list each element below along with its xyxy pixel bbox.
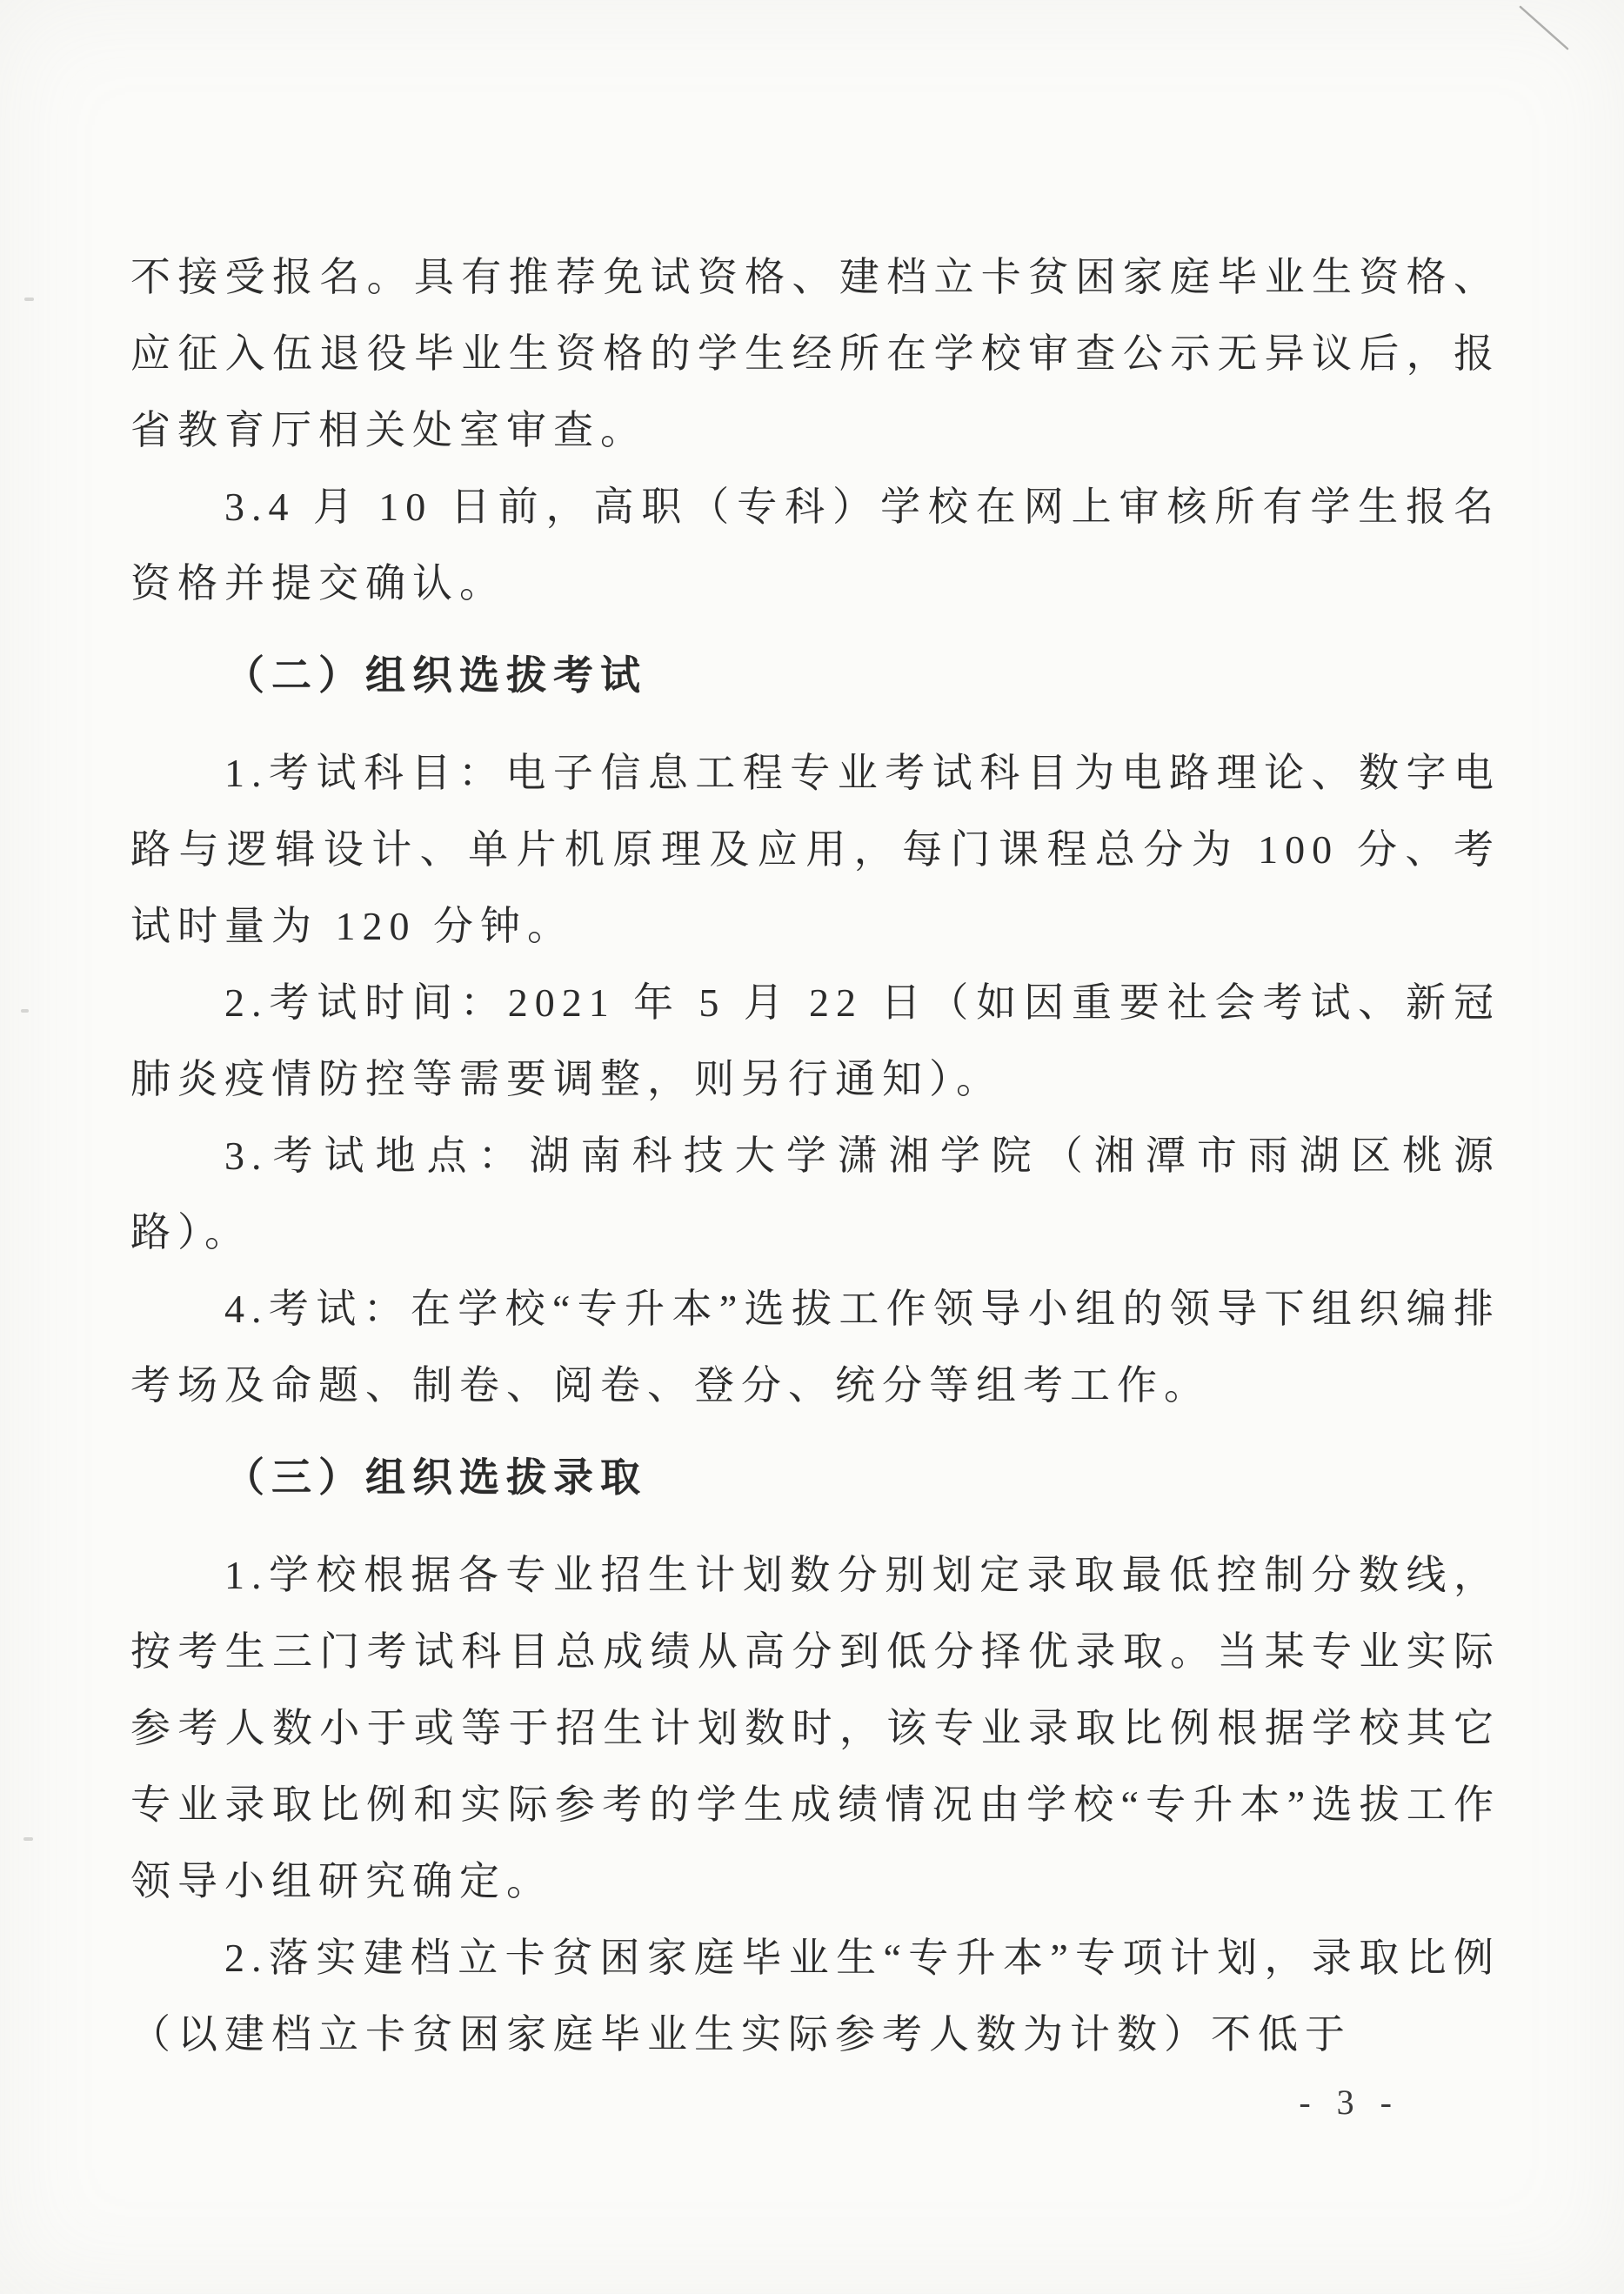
paragraph-continuation: 不接受报名。具有推荐免试资格、建档立卡贫困家庭毕业生资格、应征入伍退役毕业生资格的学生经所在学校审查公示无异议后，报省教育厅相关处室审查。 bbox=[130, 255, 1500, 452]
page-number: - 3 - bbox=[1299, 2083, 1400, 2122]
paragraph-exam-time: 2.考试时间：2021 年 5 月 22 日（如因重要社会考试、新冠肺炎疫情防控等需要调整，则另行通知）。 bbox=[130, 980, 1500, 1101]
section-heading-2-exam-organization: （二）组织选拔考试 bbox=[224, 653, 647, 698]
paragraph-exam-administration: 4.考试：在学校“专升本”选拔工作领导小组的领导下组织编排考场及命题、制卷、阅卷、登分、统分等组考工作。 bbox=[130, 1287, 1500, 1408]
section-heading-3-admission-organization: （三）组织选拔录取 bbox=[224, 1455, 647, 1500]
paragraph-item-3-april10: 3.4 月 10 日前，高职（专科）学校在网上审核所有学生报名资格并提交确认。 bbox=[130, 485, 1500, 605]
paragraph-exam-location: 3.考试地点：湖南科技大学潇湘学院（湘潭市雨湖区桃源路）。 bbox=[130, 1134, 1500, 1254]
paragraph-admission-rules: 1.学校根据各专业招生计划数分别划定录取最低控制分数线，按考生三门考试科目总成绩从高分到低分择优录取。当某专业实际参考人数小于或等于招生计划数时，该专业录取比例根据学校其它专业录取比例和实际参考的学生成绩情况由学校“专升本”选拔工作领导小组研究确定。 bbox=[130, 1553, 1500, 1903]
paragraph-exam-subjects: 1.考试科目：电子信息工程专业考试科目为电路理论、数字电路与逻辑设计、单片机原理及应用，每门课程总分为 100 分、考试时量为 120 分钟。 bbox=[130, 751, 1500, 948]
paragraph-special-plan: 2.落实建档立卡贫困家庭毕业生“专升本”专项计划，录取比例（以建档立卡贫困家庭毕业生实际参考人数为计数）不低于 bbox=[130, 1936, 1500, 2057]
